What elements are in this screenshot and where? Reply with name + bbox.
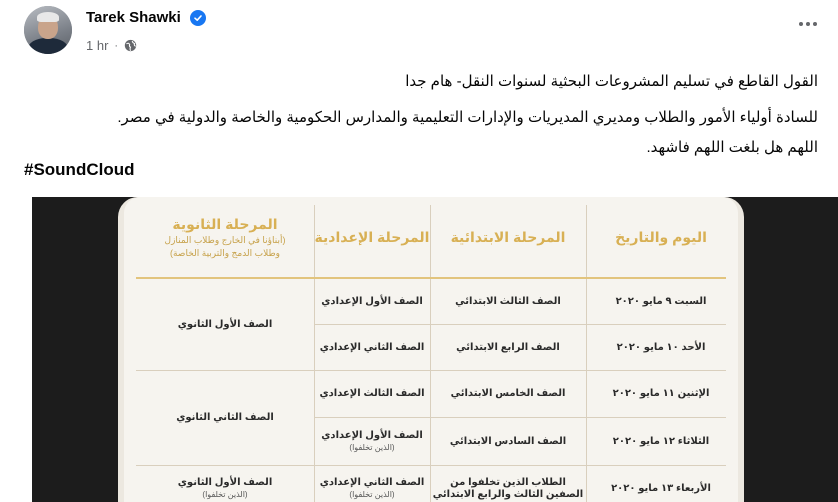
post-meta	[86, 38, 137, 53]
cell-day: الإثنين ١١ مايو ٢٠٢٠	[612, 388, 710, 399]
cell-day: الأربعاء ١٣ مايو ٢٠٢٠	[611, 483, 711, 494]
author-avatar[interactable]	[24, 6, 72, 54]
schedule-table	[124, 197, 738, 502]
cell-primary: الصف الرابع الابتدائي	[456, 341, 560, 353]
cell-day: السبت ٩ مايو ٢٠٢٠	[615, 295, 707, 307]
cell-prep: الصف الثاني الإعدادي	[319, 341, 425, 353]
meta-separator: ·	[114, 39, 119, 52]
cell-primary: الطلاب الذين تخلفوا من الصفين الثالث والرابع الابتدائي	[432, 477, 584, 500]
header-primary: المرحلة الابتدائية	[450, 228, 566, 245]
schedule-card	[118, 197, 744, 502]
cell-primary: الصف الخامس الابتدائي	[450, 388, 566, 399]
post-text-line-2: للسادة أولياء الأمور والطلاب ومديري المديريات والإدارات التعليمية والمدارس الحكومية والخاصة والدولية في مصر.	[117, 109, 818, 126]
post-text-line-3: اللهم هل بلغت اللهم فاشهد.	[646, 139, 818, 156]
cell-day: الثلاثاء ١٢ مايو ٢٠٢٠	[612, 435, 710, 447]
cell-prep: الصف الأول الإعدادي (الذين تخلفوا)	[321, 429, 423, 452]
cell-prep: الصف الثاني الإعدادي (الذين تخلفوا)	[319, 477, 425, 499]
post-time[interactable]: 1 hr	[86, 38, 109, 53]
post-image[interactable]	[32, 197, 838, 502]
cell-day: الأحد ١٠ مايو ٢٠٢٠	[616, 341, 706, 353]
hashtag-link[interactable]: #SoundCloud	[24, 160, 135, 179]
cell-primary: الصف السادس الابتدائي	[449, 435, 567, 447]
header-secondary: المرحلة الثانوية (أبناؤنا في الخارج وطلاب المنازل وطلاب الدمج والتربية الخاصة)	[164, 215, 286, 258]
cell-prep: الصف الثالث الإعدادي	[319, 388, 425, 399]
cell-primary: الصف الثالث الابتدائي	[455, 295, 561, 307]
group-divider	[136, 465, 726, 466]
cell-secondary: الصف الأول الثانوي (الذين تخلفوا)	[177, 477, 273, 499]
globe-icon	[124, 39, 137, 52]
author-name[interactable]: Tarek Shawki	[86, 9, 181, 26]
cell-secondary: الصف الثاني الثانوي	[176, 412, 274, 423]
cell-prep: الصف الأول الإعدادي	[321, 295, 423, 307]
header-prep: المرحلة الإعدادية	[314, 228, 430, 245]
more-options-icon[interactable]	[795, 14, 821, 34]
header-day: اليوم والتاريخ	[615, 228, 707, 245]
post-text-line-1: القول القاطع في تسليم المشروعات البحثية لسنوات النقل- هام جدا	[405, 73, 818, 90]
cell-secondary: الصف الأول الثانوي	[177, 318, 273, 330]
verified-check-icon	[190, 10, 206, 26]
